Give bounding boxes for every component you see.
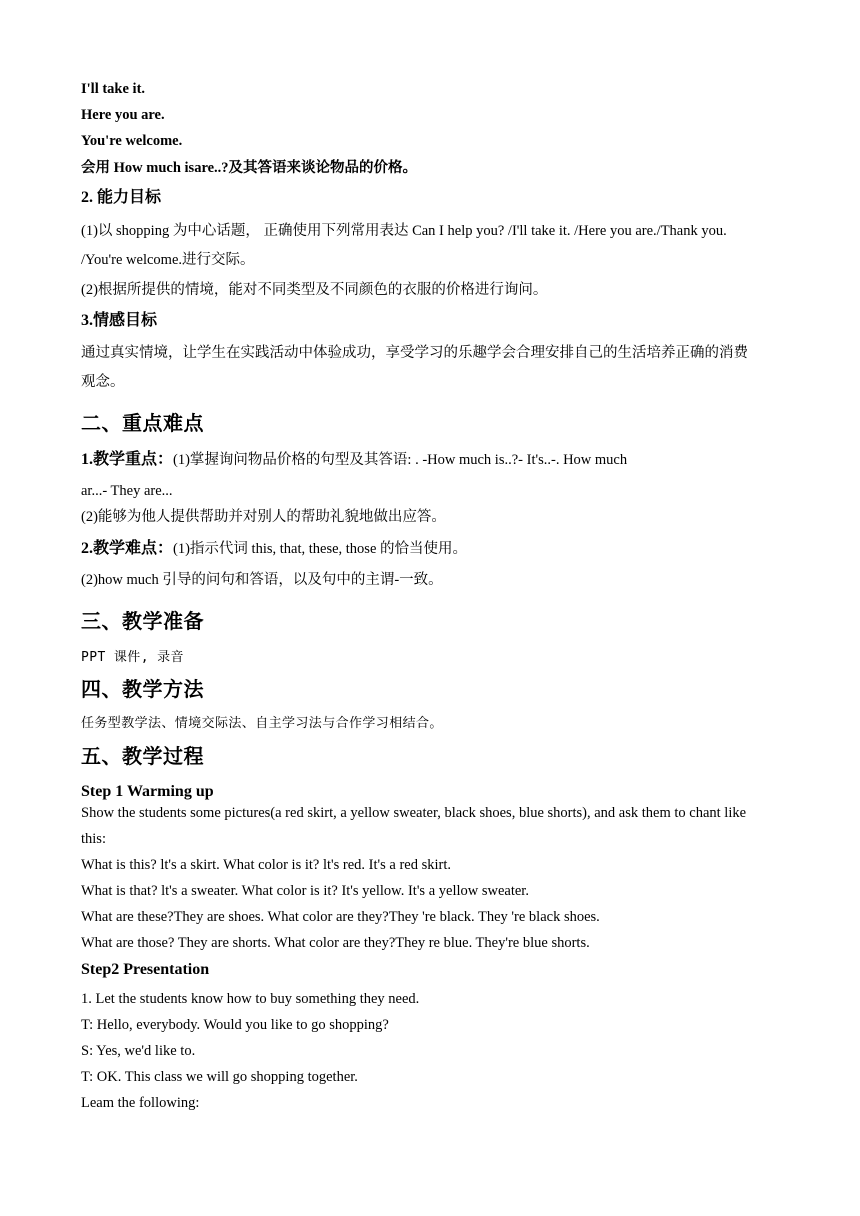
step1-show-line-2: this: — [81, 831, 106, 847]
key-point-continued: ar...- They are... — [81, 483, 173, 499]
ability-line-2: (2)根据所提供的情境，能对不同类型及不同颜色的衣服的价格进行询问。 — [81, 282, 548, 298]
presentation-line-5: Leam the following: — [81, 1095, 200, 1111]
step2-title: Step2 Presentation — [81, 961, 210, 978]
objective-line-how-much: 会用 How much isare..?及其答语来谈论物品的价格。 — [81, 160, 418, 176]
section-preparation: 三、教学准备 — [81, 609, 204, 633]
difficult-point-line — [81, 539, 467, 559]
heading-ability-goal: 2. 能力目标 — [81, 189, 162, 206]
section-method: 四、教学方法 — [81, 677, 204, 701]
ability-line-1b: /You're welcome.进行交际。 — [81, 252, 255, 268]
ability-line-1a: (1)以 shopping 为中心话题， 正确使用下列常用表达 Can I help you? /I'll take it. /Here you are./Thank you. — [81, 223, 727, 239]
difficult-point-label: 2.教学难点： — [81, 540, 174, 557]
preparation-text: PPT 课件, 录音 — [81, 650, 184, 665]
key-point-label: 1.教学重点： — [81, 451, 174, 468]
key-point-2: (2)能够为他人提供帮助并对别人的帮助礼貌地做出应答。 — [81, 509, 446, 525]
section-process: 五、教学过程 — [81, 744, 204, 768]
chant-line-3: What are these?They are shoes. What color are they?They 're black. They 're black shoes. — [81, 909, 600, 925]
presentation-line-4: T: OK. This class we will go shopping together. — [81, 1069, 358, 1085]
emotion-line-2: 观念。 — [81, 374, 125, 390]
difficult-point-2: (2)how much 引导的问句和答语，以及句中的主谓-一致。 — [81, 572, 443, 588]
difficult-point-text: (1)指示代词 this, that, these, those 的恰当使用。 — [173, 541, 468, 557]
key-point-text: (1)掌握询问物品价格的句型及其答语: . -How much is..?- It's..-. How much — [173, 452, 628, 468]
section-key-difficult: 二、重点难点 — [81, 411, 204, 435]
presentation-line-1: 1. Let the students know how to buy something they need. — [81, 991, 420, 1007]
step1-title: Step 1 Warming up — [81, 783, 214, 800]
method-text: 任务型教学法、情境交际法、自主学习法与合作学习相结合。 — [81, 716, 443, 731]
chant-line-4: What are those? They are shorts. What color are they?They re blue. They're blue shorts. — [81, 935, 590, 951]
presentation-line-2: T: Hello, everybody. Would you like to go shopping? — [81, 1017, 389, 1033]
objective-line-welcome: You're welcome. — [81, 133, 183, 149]
step1-show-line-1: Show the students some pictures(a red skirt, a yellow sweater, black shoes, blue shorts), and ask them to chant like — [81, 805, 747, 821]
emotion-line-1: 通过真实情境，让学生在实践活动中体验成功，享受学习的乐趣学会合理安排自己的生活培养正确的消费 — [81, 345, 748, 361]
chant-line-1: What is this? lt's a skirt. What color is it? lt's red. It's a red skirt. — [81, 857, 451, 873]
objective-line-here-you-are: Here you are. — [81, 107, 165, 123]
objective-line-take-it: I'll take it. — [81, 81, 146, 97]
presentation-line-3: S: Yes, we'd like to. — [81, 1043, 196, 1059]
heading-emotion-goal: 3.情感目标 — [81, 312, 158, 329]
chant-line-2: What is that? lt's a sweater. What color is it? It's yellow. It's a yellow sweater. — [81, 883, 529, 899]
key-point-line — [81, 450, 627, 470]
